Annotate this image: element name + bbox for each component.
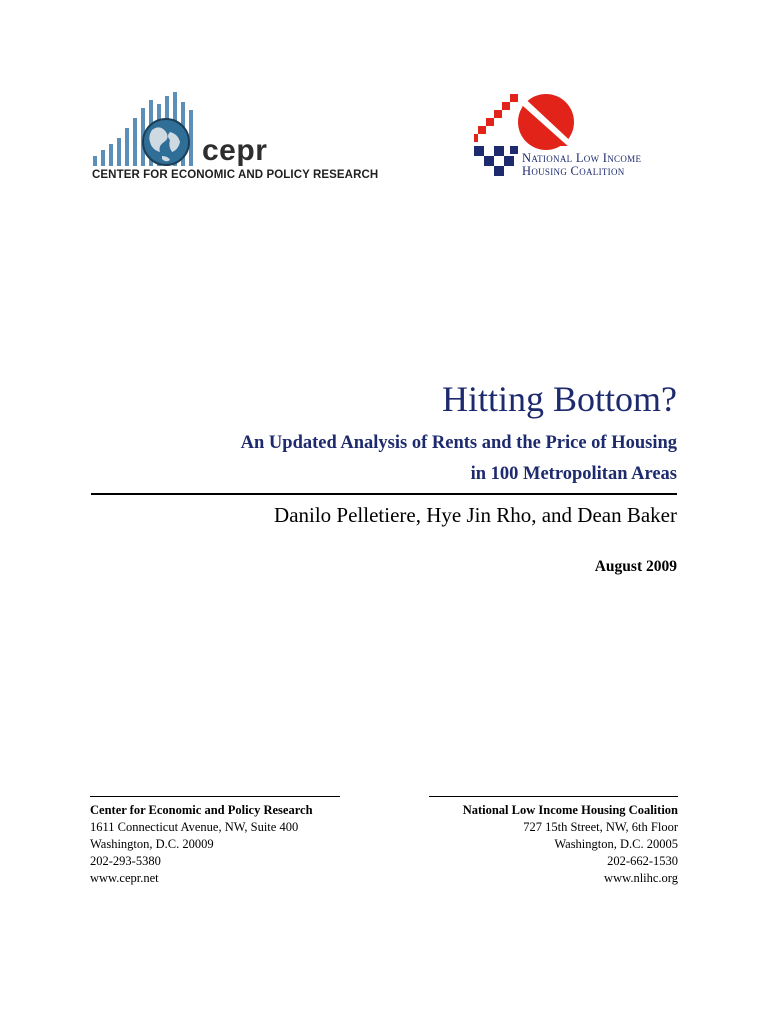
address-website[interactable]: www.nlihc.org bbox=[604, 871, 678, 885]
address-phone: 202-293-5380 bbox=[90, 854, 161, 868]
report-title: Hitting Bottom? bbox=[441, 379, 677, 419]
address-city: Washington, D.C. 20009 bbox=[90, 837, 214, 851]
nlihc-address-block bbox=[463, 802, 678, 887]
footer-divider-right bbox=[429, 796, 678, 797]
checker-pattern-icon bbox=[474, 146, 518, 176]
globe-icon bbox=[143, 119, 189, 165]
address-phone: 202-662-1530 bbox=[607, 854, 678, 868]
cepr-logo bbox=[92, 92, 402, 188]
report-subtitle bbox=[117, 428, 677, 490]
report-authors: Danilo Pelletiere, Hye Jin Rho, and Dean Baker bbox=[274, 503, 677, 527]
cepr-full-name: CENTER FOR ECONOMIC AND POLICY RESEARCH bbox=[92, 169, 379, 181]
nlihc-name-line2: Housing Coalition bbox=[522, 164, 625, 178]
nlihc-name bbox=[522, 152, 641, 178]
title-divider bbox=[91, 493, 677, 495]
address-street: 1611 Connecticut Avenue, NW, Suite 400 bbox=[90, 820, 299, 834]
subtitle-line2: in 100 Metropolitan Areas bbox=[470, 464, 677, 484]
address-city: Washington, D.C. 20005 bbox=[554, 837, 678, 851]
address-org: Center for Economic and Policy Research bbox=[90, 803, 313, 817]
nlihc-name-line1: National Low Income bbox=[522, 151, 642, 165]
address-street: 727 15th Street, NW, 6th Floor bbox=[523, 820, 678, 834]
address-website[interactable]: www.cepr.net bbox=[90, 871, 159, 885]
cepr-wordmark: cepr bbox=[202, 134, 268, 167]
cepr-address-block bbox=[90, 802, 313, 887]
address-org: National Low Income Housing Coalition bbox=[462, 803, 678, 817]
subtitle-line1: An Updated Analysis of Rents and the Price of Housing bbox=[240, 433, 677, 453]
report-date: August 2009 bbox=[594, 558, 677, 575]
footer-divider-left bbox=[90, 796, 340, 797]
nlihc-logo bbox=[474, 88, 684, 184]
cepr-bar-globe-icon bbox=[92, 92, 202, 172]
